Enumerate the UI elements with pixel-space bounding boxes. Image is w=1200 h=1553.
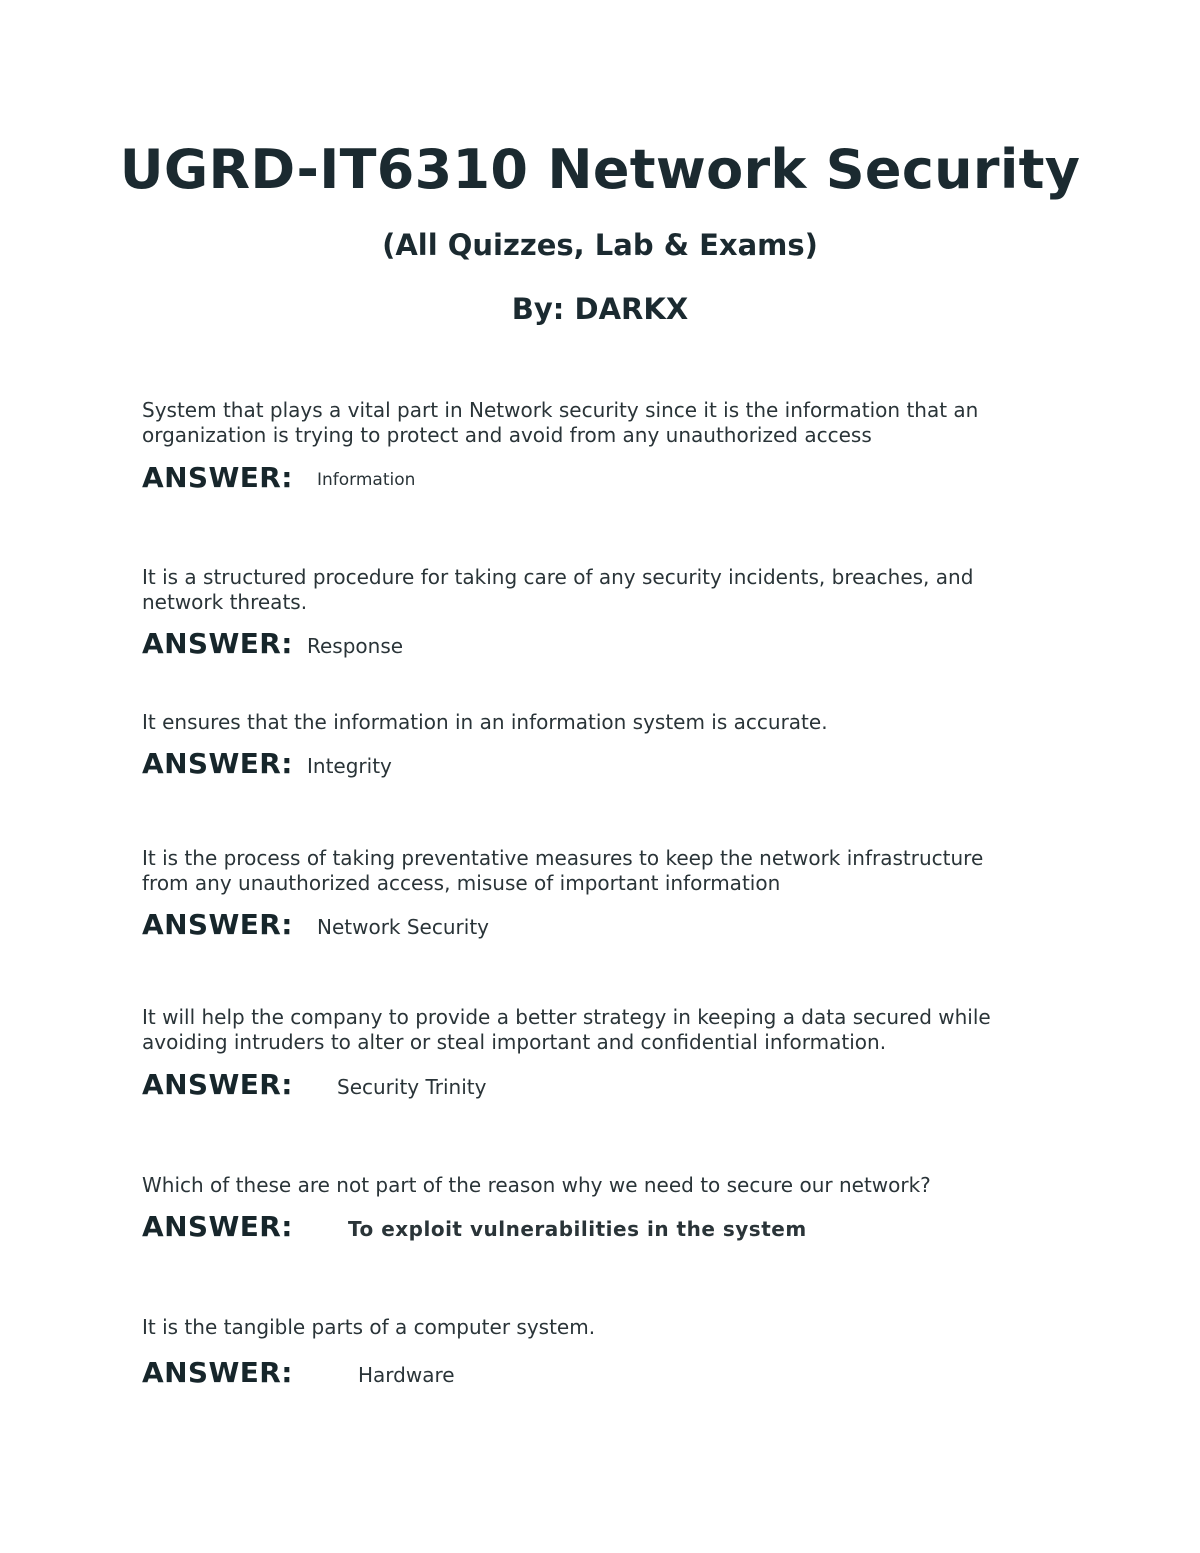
question-line: from any unauthorized access, misuse of important information [142,871,781,895]
question-text [142,1315,1082,1340]
question-text [142,846,1082,896]
answer-value: To exploit vulnerabilities in the system [348,1217,807,1241]
answer-row [142,907,1082,947]
question-line: It is a structured procedure for taking care of any security incidents, breaches, and [142,565,974,589]
question-line: organization is trying to protect and avoid from any unauthorized access [142,423,872,447]
question-line: System that plays a vital part in Network security since it is the information that an [142,398,979,422]
question-text [142,1173,1082,1198]
answer-row [142,1209,1082,1249]
answer-value: Security Trinity [337,1075,487,1099]
question-line: avoiding intruders to alter or steal important and confidential information. [142,1030,887,1054]
question-line: Which of these are not part of the reason why we need to secure our network? [142,1173,931,1197]
answer-row [142,746,1082,786]
answer-value: Integrity [307,754,392,778]
answer-label: ANSWER: [142,627,293,660]
answer-label: ANSWER: [142,1210,293,1243]
answer-row [142,1355,1082,1395]
answer-value: Network Security [317,915,489,939]
question-line: network threats. [142,590,308,614]
answer-label: ANSWER: [142,461,293,494]
answer-row [142,1067,1082,1107]
document-subtitle: (All Quizzes, Lab & Exams) [382,228,818,262]
document-title: UGRD-IT6310 Network Security [119,138,1081,201]
question-text [142,710,1082,735]
answer-row [142,626,1082,666]
question-text [142,565,1082,615]
answer-label: ANSWER: [142,1068,293,1101]
question-line: It will help the company to provide a better strategy in keeping a data secured while [142,1005,991,1029]
answer-value: Hardware [358,1363,455,1387]
question-text [142,1005,1082,1055]
answer-row [142,460,1082,500]
question-text [142,398,1082,448]
answer-value: Information [317,470,416,490]
answer-label: ANSWER: [142,908,293,941]
question-line: It is the tangible parts of a computer system. [142,1315,596,1339]
answer-value: Response [307,634,404,658]
answer-label: ANSWER: [142,1356,293,1389]
answer-label: ANSWER: [142,747,293,780]
question-line: It ensures that the information in an information system is accurate. [142,710,828,734]
document-author: By: DARKX [511,292,689,326]
question-line: It is the process of taking preventative measures to keep the network infrastructure [142,846,984,870]
